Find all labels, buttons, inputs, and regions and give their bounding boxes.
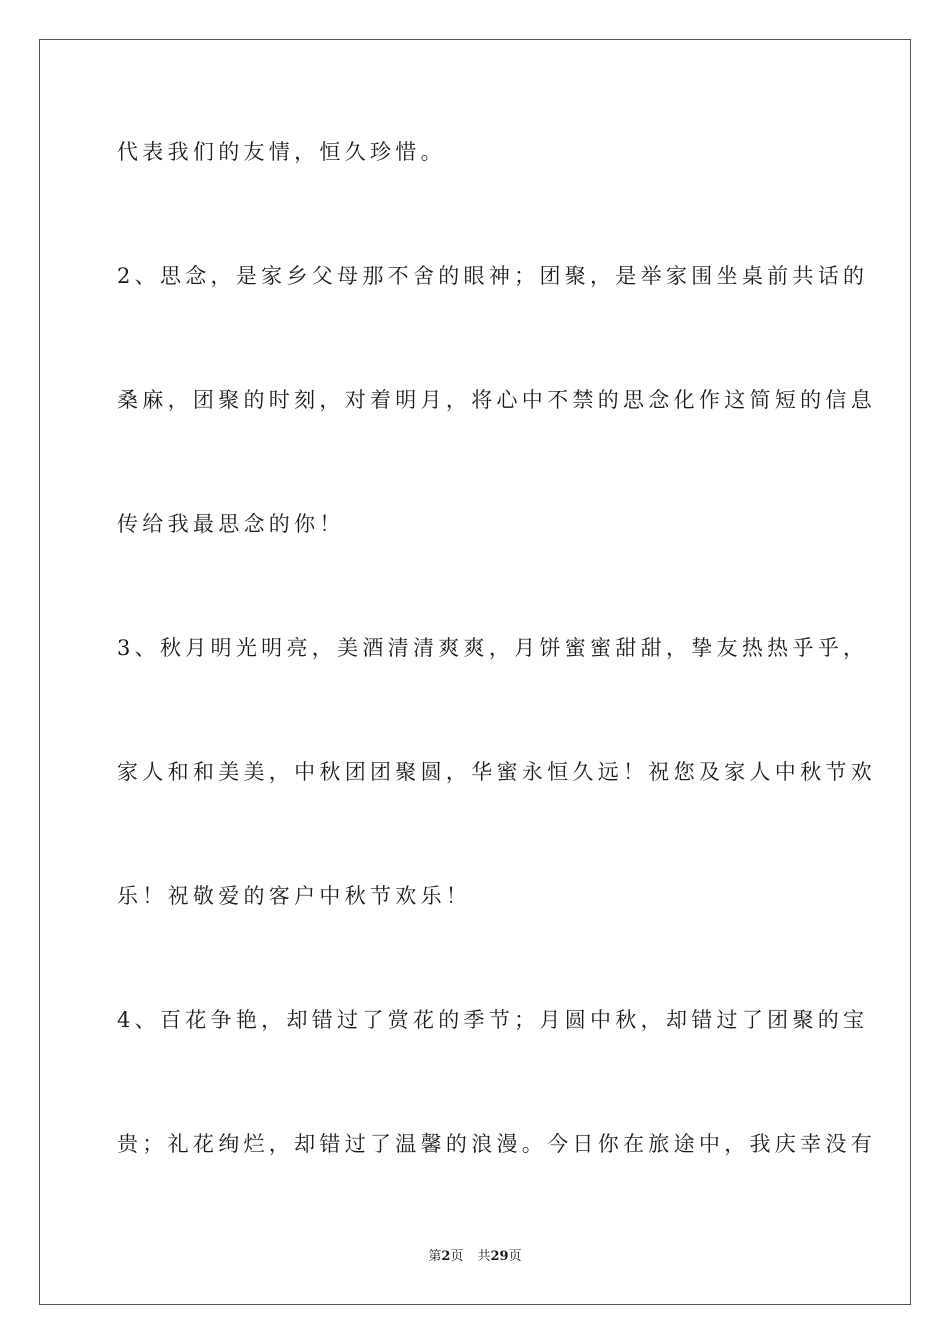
page-prefix: 第 [428,1249,442,1264]
text-line: 桑麻，团聚的时刻，对着明月，将心中不禁的思念化作这简短的信息 [117,388,876,412]
page-suffix: 页 [450,1249,464,1264]
text-line: 传给我最思念的你！ [117,512,345,536]
total-suffix: 页 [508,1249,522,1264]
text-line: 贵；礼花绚烂，却错过了温馨的浪漫。今日你在旅途中，我庆幸没有 [117,1132,876,1156]
text-line: 代表我们的友情，恒久珍惜。 [117,140,446,164]
total-pages: 29 [490,1249,509,1264]
text-line: 乐！祝敬爱的客户中秋节欢乐！ [117,884,472,908]
text-line: 4、百花争艳，却错过了赏花的季节；月圆中秋，却错过了团聚的宝 [117,1008,869,1032]
text-line: 家人和和美美，中秋团团聚圆，华蜜永恒久远！祝您及家人中秋节欢 [117,760,876,784]
text-line: 2、思念，是家乡父母那不舍的眼神；团聚，是举家围坐桌前共话的 [117,264,869,288]
page-number: 2 [441,1249,451,1264]
page-footer [0,1248,950,1266]
text-line: 3、秋月明光明亮，美酒清清爽爽，月饼蜜蜜甜甜，挚友热热乎乎， [117,636,869,660]
total-prefix: 共 [477,1249,491,1264]
page-border [39,39,911,1305]
